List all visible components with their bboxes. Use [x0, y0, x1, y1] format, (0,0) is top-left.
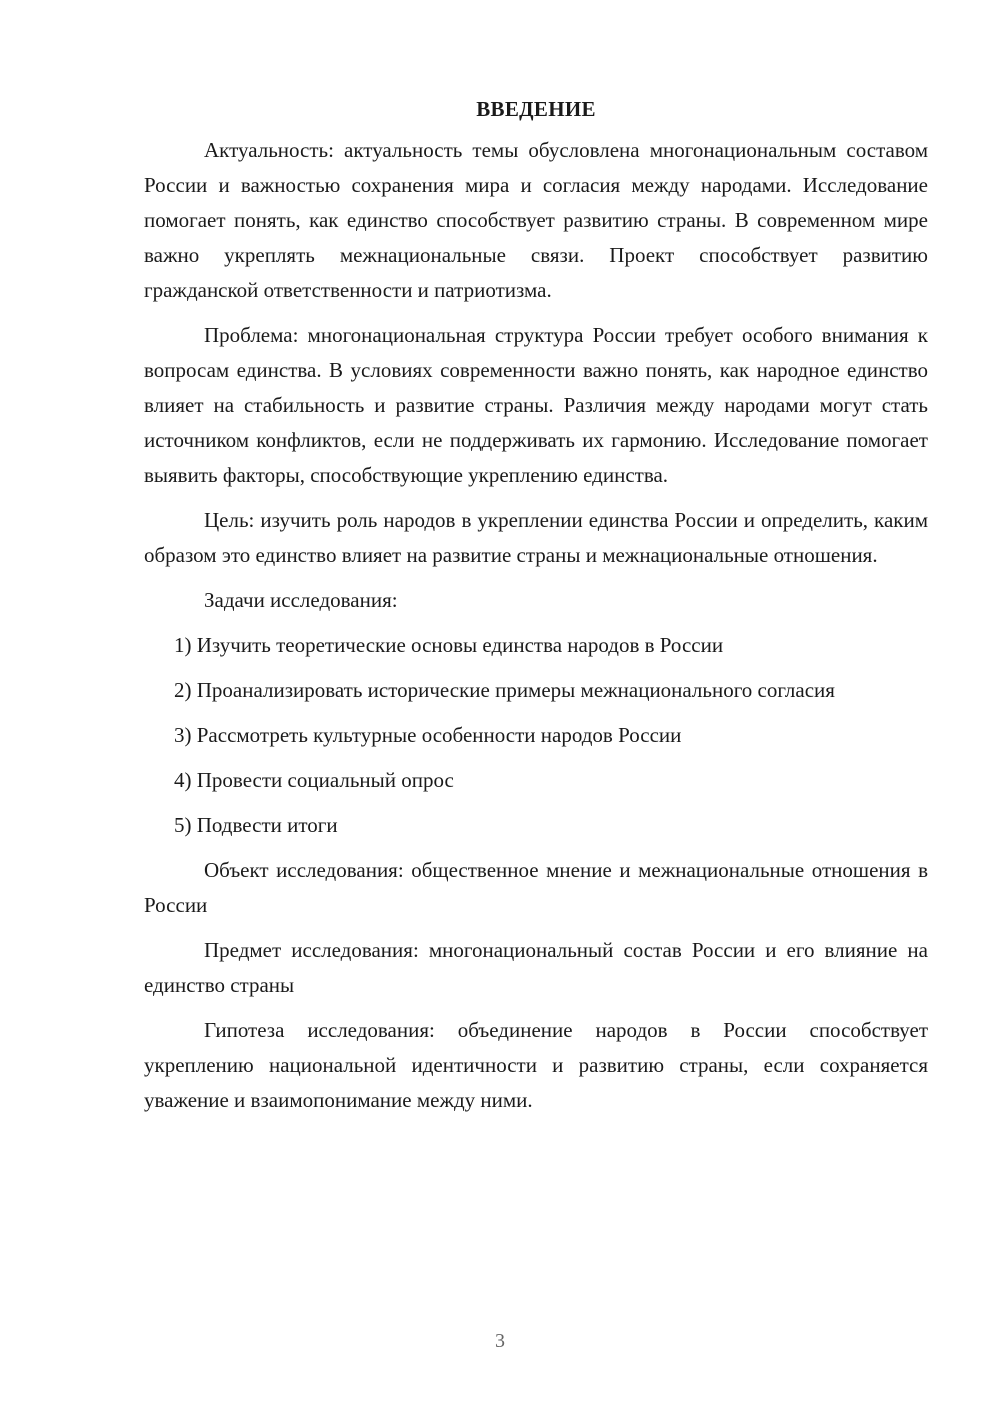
- task-item-2: 2) Проанализировать исторические примеры межнационального согласия: [174, 678, 835, 702]
- document-page: [144, 92, 928, 1128]
- object-paragraph: Объект исследования: общественное мнение и межнациональные отношения в России: [144, 858, 928, 917]
- task-item-3: 3) Рассмотреть культурные особенности народов России: [174, 723, 682, 747]
- task-item-5: 5) Подвести итоги: [174, 813, 338, 837]
- task-item-1: 1) Изучить теоретические основы единства народов в России: [174, 633, 724, 657]
- tasks-heading: Задачи исследования:: [204, 588, 398, 612]
- problem-paragraph: Проблема: многонациональная структура России требует особого внимания к вопросам единства. В условиях современности важно понять, как народное единство влияет на стабильность и развитие страны. Различия между народами могут стать источником конфликтов, если не поддерживать их гармонию. Исследование помогает выявить факторы, способствующие укреплению единства.: [144, 323, 928, 487]
- document-title: ВВЕДЕНИЕ: [476, 97, 596, 121]
- subject-paragraph: Предмет исследования: многонациональный состав России и его влияние на единство страны: [144, 938, 928, 997]
- task-item-4: 4) Провести социальный опрос: [174, 768, 454, 792]
- goal-paragraph: Цель: изучить роль народов в укреплении единства России и определить, каким образом это единство влияет на развитие страны и межнациональные отношения.: [144, 508, 928, 567]
- hypothesis-paragraph: Гипотеза исследования: объединение народов в России способствует укреплению национальной идентичности и развитию страны, если сохраняется уважение и взаимопонимание между ними.: [144, 1018, 928, 1112]
- relevance-paragraph: Актуальность: актуальность темы обусловлена многонациональным составом России и важностью сохранения мира и согласия между народами. Исследование помогает понять, как единство способствует развитию страны. В современном мире важно укреплять межнациональные связи. Проект способствует развитию гражданской ответственности и патриотизма.: [144, 138, 928, 302]
- page-number: 3: [495, 1330, 505, 1352]
